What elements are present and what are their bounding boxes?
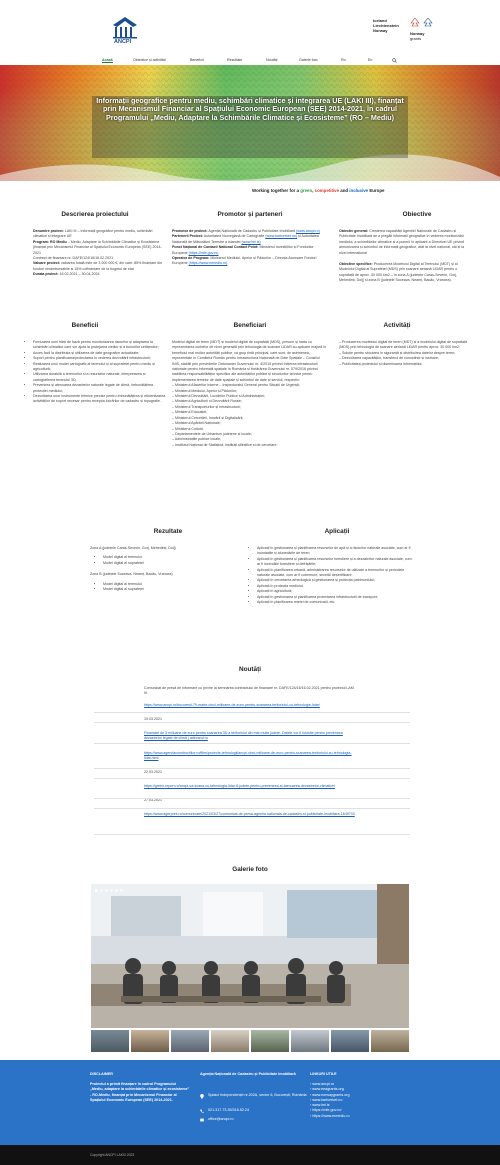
slider-dot[interactable]: [120, 889, 123, 892]
nav-item-beneficii[interactable]: Beneficii: [190, 58, 204, 62]
list-item: • Acces facil la distribuția și utilizarea de date geografice actualizate;: [33, 351, 166, 356]
descriere-text: [33, 229, 165, 278]
beneficiari-text: [172, 340, 328, 448]
useful-links: [310, 1082, 350, 1119]
footer-link[interactable]: › www.kartverket.no: [310, 1097, 343, 1102]
divider: [94, 834, 410, 835]
logo-line-liechtenstein: Liechtenstein: [373, 23, 399, 28]
section-title-obiective: Obiective: [402, 211, 432, 218]
footer-link-text[interactable]: www.norwaygrants.org: [312, 1092, 350, 1097]
activitati-list: [339, 340, 471, 367]
footer-link-text[interactable]: www.eeagrants.org: [312, 1087, 344, 1092]
copyright-bar: [0, 1145, 500, 1165]
label: Promotor de proiect:: [172, 229, 208, 233]
label: Program: RO Mediu: [33, 239, 67, 244]
gallery-thumb[interactable]: [371, 1030, 409, 1052]
footer-link-text[interactable]: https://mfe.gov.ro/: [312, 1108, 342, 1113]
value: Ministerul Mediului, Apelor și Pădurilor – Direcția Accesare Fonduri Europene: [172, 256, 317, 266]
news-link[interactable]: https://green-report.ro/ancpi-va-scana-cu-tehnologia-lidar-8-judete-pentru-prevenirea-si-atenuarea-dezastrelor-climatice/: [144, 783, 335, 788]
links-title: LINKURI UTILE: [310, 1072, 337, 1076]
section-title-descriere: Descrierea proiectului: [61, 211, 129, 218]
value: LAKI III – Informații geografice pentru mediu, schimbări climatice și integrare UE: [33, 229, 153, 239]
slider-dot[interactable]: [110, 889, 113, 892]
list-item: – Institutul Național de Statistică, instituții științifice și de cercetare.: [172, 442, 278, 447]
label: Punct Național de Contact/ National Contact Point:: [172, 245, 259, 250]
slider-dot[interactable]: [115, 889, 118, 892]
tree-icon: [423, 18, 433, 30]
beneficii-list: [28, 340, 166, 405]
descriere-line: [33, 240, 165, 256]
list-item: – Soluție pentru stocarea în siguranță și distribuirea datelor despre teren;: [339, 350, 456, 355]
gallery-thumb[interactable]: [211, 1030, 249, 1052]
lmi-link[interactable]: (www.lmi.is): [241, 239, 261, 244]
zone-b-label: Zona B (județele Suceava, Neamț, Bacău, Vrancea): [90, 572, 173, 577]
list-item: • Aplicații în gestionarea și planificarea proiectarea infrastructurii de transport;: [257, 595, 412, 600]
obiectiv-general: [339, 229, 469, 256]
label: Obiectiv general:: [339, 229, 369, 233]
nav-item-ro[interactable]: Ro: [341, 58, 346, 62]
search-icon[interactable]: [392, 58, 397, 63]
footer-link[interactable]: › www.norwaygrants.org: [310, 1092, 350, 1097]
list-item: – Ministerul Agriculturii și Dezvoltării Rurale;: [172, 399, 242, 404]
tagline-part: and: [339, 188, 350, 193]
value: 16.02.2021 – 30.04.2024: [58, 272, 100, 277]
nav-item-galerie[interactable]: Galerie foto: [299, 58, 318, 62]
section-title-galerie: Galerie foto: [232, 866, 268, 873]
nav-item-en[interactable]: En: [368, 58, 373, 62]
list-item: – Ministerul Transporturilor și Infrastructurii;: [172, 404, 241, 409]
news-link[interactable]: https://www.agerpres.ro/comunicate/2021/03/27/comunicat-de-presa-agentia-nationala-de-cadastru-si-publicitate-imobiliara-1649703: [144, 812, 355, 817]
label: Partenerii Proiect:: [172, 234, 203, 239]
list-item: – Ministerul Apărării Naționale;: [172, 421, 221, 426]
list-item: • Furnizarea unei hărți de bază pentru monitorizarea riscurilor și adaptarea la schimbări climatice care vor ajuta la protejarea vieților și a bunurilor cetățenilor;: [33, 340, 166, 351]
label: Denumire proiect:: [33, 229, 64, 233]
tagline-inclusive: inclusive: [349, 188, 369, 193]
ancpi-link[interactable]: (www.ancpi.ro): [296, 229, 320, 233]
news-date: 22.03.2021: [144, 769, 162, 774]
list-item: – Publicitatea proiectului și diseminarea informațiilor.: [339, 361, 423, 366]
phone[interactable]: 021.317.73.39/316.52.24: [208, 1108, 250, 1112]
divider: [94, 768, 410, 769]
tree-icon: [410, 18, 420, 30]
footer-link-text[interactable]: www.lmi.is: [312, 1103, 330, 1108]
tagline-part: Working together for a: [252, 188, 301, 193]
logo-line-grants: grants: [410, 36, 422, 41]
site-footer: [0, 1060, 500, 1145]
noutati-intro: Comunicat de presă de informare cu privire la semnarea contractului de finanțare nr. DAFE/124/16/16.02.2021 pentru proiectul LAKI III.: [144, 686, 355, 696]
value: Autoritatea Norvegiană de Cartografie: [202, 234, 266, 239]
divider: [94, 778, 410, 779]
zone-a-label: Zona A (județele Caraș-Severin, Gorj, Mehedinți, Dolj): [90, 546, 176, 550]
value: Creșterea capacității Agenției Naționale de Cadastru și Publicitate Imobiliară de a pregăti informații geografice în vederea monitorizării mediului, a schimbărilor climatice și a punerii în aplicare a Directivei UE privind armonizarea și schimbul de informații geografice, atât la nivel național, cât și la nivel internațional: [339, 229, 465, 255]
section-title-beneficii: Beneficii: [71, 322, 99, 329]
divider: [94, 798, 410, 799]
list-item: – Ministerul Culturii;: [172, 426, 204, 431]
list-item: • Prevenirea și atenuarea dezastrelor naturale legate de climă, îmbunătățirea protecției mediului;: [33, 383, 166, 394]
slider-dot[interactable]: [105, 889, 108, 892]
list-item: • Model digital al suprafeței: [103, 561, 240, 566]
location-icon: [200, 1094, 204, 1099]
tagline-competitive: competitive: [314, 188, 340, 193]
divider: [94, 712, 410, 713]
ancpi-logo[interactable]: [109, 15, 141, 49]
footer-link[interactable]: › www.ancpi.ro: [310, 1082, 335, 1086]
footer-link-text[interactable]: www.kartverket.no: [312, 1097, 343, 1102]
tagline-part: Europe: [368, 188, 385, 193]
gallery-thumb[interactable]: [91, 1030, 129, 1052]
list-item: • Suport pentru planificarea/proiectarea în vederea dezvoltării infrastructurii;: [33, 356, 166, 361]
descriere-line: [33, 261, 165, 272]
logo-line-norway-2: Norway: [410, 31, 425, 36]
main-nav: [0, 57, 500, 65]
nav-item-acasa[interactable]: Acasă: [102, 58, 113, 62]
promotor-text: [172, 229, 328, 267]
gallery-thumb[interactable]: [131, 1030, 169, 1052]
list-item: – Producerea modelului digital de teren (MDT) și a modelului digital de suprafață (MDS) prin tehnologia de scanare aeriană LiDAR pentru aprox. 30 000 km2;: [339, 340, 468, 350]
label: Operator de Program:: [172, 256, 210, 261]
divider: [94, 808, 410, 809]
email[interactable]: office@ancpi.ro: [208, 1117, 234, 1121]
list-item: • Utilizarea durabilă a terenurilor și a resurselor naturale, interpretarea și cartografierea terenului 3D;: [33, 372, 166, 383]
label: Valoare proiect:: [33, 261, 60, 266]
promotor-line: [172, 245, 328, 256]
logo-line-iceland: Iceland: [373, 18, 387, 23]
section-title-promotor: Promotor și parteneri: [217, 211, 283, 218]
gallery-dots: [95, 889, 123, 892]
gallery-photo: [91, 884, 409, 1028]
footer-link-text[interactable]: https://www.mmediu.ro: [312, 1113, 350, 1118]
list-item: • Aplicații în agricultură;: [257, 589, 412, 594]
list-item: – Ministerul Cercetării, Inovării și Digitalizării;: [172, 415, 244, 420]
value: Agenția Națională de Cadastru și Publicitate Imobiliară: [207, 229, 297, 233]
eea-norway-grants-logo[interactable]: [373, 18, 435, 42]
news-link[interactable]: Finanțare de 5 milioane de euro pentru scanarea 3D a teritoriului din mai multe județe. Datele vor fi folosite pentru prevenirea dezastrelor legate de climă | adevarul.ro: [144, 731, 343, 741]
ancpi-logo-text: ANCPI: [114, 39, 132, 45]
agency-title: Agenția Națională de Cadastru și Publicitate Imobiliară: [200, 1072, 296, 1076]
divider: [94, 743, 410, 744]
logo-line-norway: Norway: [373, 28, 388, 33]
email-icon: [200, 1118, 204, 1122]
eea-tagline: Working together for a green, competitive and inclusive Europe: [252, 188, 385, 193]
mmediu-link[interactable]: (https://www.mmediu.ro): [188, 261, 228, 266]
promotor-line: [172, 234, 328, 245]
disclaimer-text: Proiectul a primit finanțare în cadrul Programului „Mediu, adaptare la schimbările climatice și ecosisteme” - RO-Mediu, finanțat prin Mecanismul Financiar al Spațiului Economic European (SEE) 2014-2021.: [90, 1082, 190, 1102]
list-item: • Realizarea unui model cartografic al terenului și al suprafeței pentru mediu și agricultură;: [33, 362, 166, 373]
list-item: • Aplicații în protecția mediului;: [257, 584, 412, 589]
footer-link-text[interactable]: www.ancpi.ro: [312, 1082, 335, 1086]
obiective-specifice: [339, 262, 469, 284]
list-item: • Aplicații în cercetarea arheologică și gestionarea și protecția patrimoniului;: [257, 578, 412, 583]
tagline-green: green: [300, 188, 313, 193]
list-item: • Model digital al suprafeței: [103, 587, 240, 592]
disclaimer-title: DISCLAIMER: [90, 1072, 113, 1076]
hero-title: Informații geografice pentru mediu, schimbări climatice și integrarea UE (LAKI III), finanțat prin Mecanismul Financiar al Spațiului Economic European (SEE) 2014-2021, în cadrul Programului „Mediu, Adaptare la Schimbările Climatice și Ecosisteme” (RO – Mediu): [96, 96, 404, 122]
aplicatii-list: [252, 546, 412, 605]
beneficiari-intro: Modelul digital de teren (MDT) și modelul digital de suprafață (MDS), precum și harta cu reprezentarea curbelor de nivel generată prin tehnologia de scanare LiDAR au aplicare majoră în beneficiul mai multor autorități publice, ca grup țintă principal, care sunt, de asemenea, reprezentate în Comitetul Român pentru Infrastructura Națională de Date Spațiale – Consiliul INIS, stabilit prin prevederile Ordonanței Guvernului nr. 4/2010 privind Inițierea infrastructurii naționale pentru informații spațiale în România și Hotărârea Guvernului nr. 579/2016 privind stabilirea responsabilităților specifice ale autorităților publice și structurilor tehnice pentru implementarea temelor de date spațiale și schimbul de date și servicii, respectiv:: [172, 340, 327, 382]
list-item: – Departamentele de Urbanism județene și locale;: [172, 431, 252, 436]
value: Ministerul Investițiilor și Fondurilor Europene: [172, 245, 314, 255]
footer-link[interactable]: › https://www.mmediu.ro: [310, 1113, 350, 1118]
value: – Mediu, Adaptare la Schimbările Climatice și Ecosisteme (finanțat prin Mecanismul Financiar al Spațiului Economic European (SEE) 2014-2021: [33, 239, 162, 255]
label: Obiective specifice:: [339, 262, 373, 267]
list-item: • Aplicații în planificarea rețelei de comunicații, etc.: [257, 600, 412, 605]
slider-dot[interactable]: [100, 889, 103, 892]
address: Splaiul Independenței nr.202A, sector 6, București, România: [208, 1093, 307, 1097]
list-item: • Model digital al terenului: [103, 555, 240, 560]
list-item: • Aplicații în gestionarea și planificarea resurselor de apă și a riscurilor naturale asociate, cum ar fi inundațiile și alunecările de teren;: [257, 546, 412, 557]
copyright-text: Copyright ANCPI LAKI3 2023: [90, 1153, 135, 1157]
list-item: – Ministerul Mediului, Apelor și Pădurilor;: [172, 388, 237, 393]
list-item: • Model digital al terenului: [103, 582, 240, 587]
section-title-rezultate: Rezultate: [153, 528, 183, 535]
gallery-thumb[interactable]: [331, 1030, 369, 1052]
nav-item-obiective[interactable]: Obiective și activități: [133, 58, 166, 62]
list-item: • Dezvoltarea unor instrumente tehnice precise pentru îmbunătățirea și eficientizarea activităților de suport necesar pentru recepția lucrărilor de cadastru și topografie.: [33, 394, 166, 405]
list-item: – Dezvoltarea capacităților, transferul de cunoștințe și instruire;: [339, 356, 439, 361]
gallery-thumb[interactable]: [251, 1030, 289, 1052]
kartverket-link[interactable]: (www.kartverket.no): [265, 234, 298, 239]
list-item: – Ministerul Afacerilor Interne – Inspectoratul General pentru Situații de Urgență;: [172, 383, 300, 388]
value: Contract de finanțare nr. DAFE/124/16/16.02.2021: [33, 256, 114, 261]
mfe-link[interactable]: (https://mfe.gov.ro): [188, 250, 219, 255]
list-item: – Ministerul Educației;: [172, 410, 208, 415]
gallery-thumb[interactable]: [291, 1030, 329, 1052]
section-title-activitati: Activități: [383, 322, 411, 329]
list-item: • Aplicații în gestionarea și planificarea resurselor forestiere și a dezastrelor naturale asociate, cum ar fi incendiile forestiere și defrișările;: [257, 557, 412, 568]
gallery-thumb[interactable]: [171, 1030, 209, 1052]
nav-item-rezultate[interactable]: Rezultate: [227, 58, 243, 62]
obiective-text: [339, 229, 469, 284]
descriere-line: [33, 229, 165, 240]
section-title-beneficiari: Beneficiari: [233, 322, 267, 329]
value: valoarea totală este de 3 000 000 €, din care: 85% finanțare din fonduri nerambursabile și 15% cofinanțare de la bugetul de stat: [33, 261, 163, 271]
list-item: • Aplicații în planificarea urbană, administrarea resurselor de utilizare a terenurilor și pericolele naturale asociate, cum ar fi cutremure, secetă/ deșertificare;: [257, 568, 412, 579]
label: Durata proiect:: [33, 272, 59, 277]
norway-grants-text: [410, 31, 424, 41]
news-link[interactable]: https://www.agendaconstructiilor.ro/files/proiecte-tehnologii/ancpi-cinci-milioane-de-euro-pentru-scanarea-teritoriului-cu-tehnologia-lidar.html: [144, 750, 352, 760]
gallery-thumbnails: [91, 1030, 409, 1052]
rezultate-text: [90, 546, 240, 592]
section-title-noutati: Noutăți: [238, 666, 261, 673]
nav-item-noutati[interactable]: Noutăți: [266, 58, 278, 62]
section-title-aplicatii: Aplicații: [324, 528, 350, 535]
promotor-line: [172, 256, 328, 267]
list-item: – Administrațiile publice locale;: [172, 437, 221, 442]
phone-icon: [200, 1109, 204, 1113]
value: Producerea Modelului Digital al Terenului (MDT) și al Modelului Digital al Suprafeței (MDS) prin scanare aeriană LiDAR pentru o suprafață de aprox. 30 000 km2 – în zona A (județele Caraș-Severin, Gorj, Mehedinți, Dolj) și zona B (județele Suceava, Neamț, Bacău, Vrancea).: [339, 262, 458, 283]
descriere-line: [33, 272, 165, 277]
list-item: – Ministerul Dezvoltării, Lucrărilor Publice și Administrației;: [172, 394, 265, 399]
news-date: 19.03.2021: [144, 717, 162, 722]
eea-grants-text: [373, 18, 407, 33]
news-date: 27.03.2021: [144, 797, 162, 802]
slider-dot[interactable]: [95, 889, 98, 892]
footer-link[interactable]: › https://mfe.gov.ro/: [310, 1108, 342, 1113]
footer-link[interactable]: › www.eeagrants.org: [310, 1087, 344, 1092]
value: și Autoritatea Națională de Măsurători Terestre a Islandei: [172, 234, 319, 244]
divider: [94, 722, 410, 723]
footer-link[interactable]: › www.lmi.is: [310, 1103, 330, 1108]
news-link[interactable]: https://www.ancpi.ro/bucuresti-79-marte-cinci-milioane-de-euro-pentru-scanarea-teritoriului-cu-tehnologie-lidar/: [144, 703, 320, 708]
gallery-slider[interactable]: [91, 884, 409, 1028]
